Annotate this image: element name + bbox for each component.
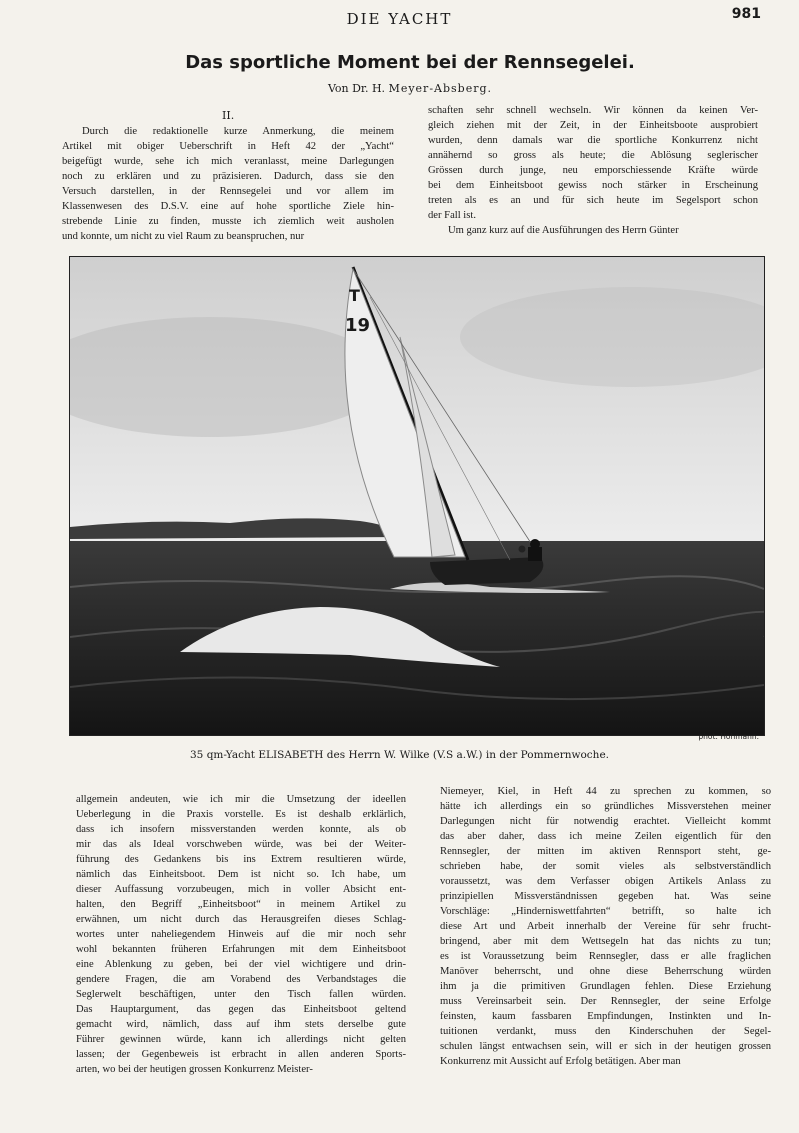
text-line: der Fall ist. bbox=[428, 210, 476, 221]
text-line: dieser Auffassung vorzubeugen, mich in voller Absicht ent- bbox=[76, 884, 406, 895]
text-line: das aber daher, dass ich meine Zeilen eigentlich für den bbox=[440, 831, 771, 842]
text-line: Ueberlegung in die Praxis vorstelle. Es ist deshalb erklärlich, bbox=[76, 809, 406, 820]
text-line: Darlegungen nicht für notwendig erachtet. Vielleicht kommt bbox=[440, 816, 771, 827]
text-line: schrieben habe, der somit vieles als selbstverständlich bbox=[440, 861, 771, 872]
text-line: noch zu erklären und zu präzisieren. Dadurch, dass sie den bbox=[62, 171, 394, 182]
text-line: Vorschläge: „Hinderniswettfahrten“ betrifft, so halte ich bbox=[440, 906, 771, 917]
text-line: bei dem Einheitsboot gewiss noch stärker in Erscheinung bbox=[428, 180, 758, 191]
text-line: Versuch darstellen, in der Rennsegelei und vor allem im bbox=[62, 186, 394, 197]
text-line: voraussetzt, was dem Verfasser obigen Artikels Anlass zu bbox=[440, 876, 771, 887]
text-line: Manöver beherrscht, und ohne diese Beherrschung würden bbox=[440, 966, 771, 977]
text-line: Niemeyer, Kiel, in Heft 44 zu sprechen zu kommen, so bbox=[440, 786, 771, 797]
column-top-left bbox=[62, 124, 394, 244]
yacht-photograph bbox=[69, 256, 765, 736]
text-line: arten, wo bei der heutigen grossen Konkurrenz Meister- bbox=[76, 1064, 313, 1075]
text-line: Um ganz kurz auf die Ausführungen des Herrn Günter bbox=[448, 225, 679, 236]
text-line: lassen; der Gegenbeweis ist erbracht in allen anderen Sports- bbox=[76, 1049, 406, 1060]
text-line: tuitionen verdankt, muss den Kinderschuhen der Segel- bbox=[440, 1026, 771, 1037]
text-line: Klassenwesen des D.S.V. eine auf hohe sportliche Ziele hin- bbox=[62, 201, 394, 212]
text-line: Seglerwelt beschäftigen, unter den Tisch fallen würden. bbox=[76, 989, 406, 1000]
text-line: wortes unter naheliegendem Hinweis auf die mir noch sehr bbox=[76, 929, 406, 940]
text-line: es ist Voraussetzung beim Rennsegler, dass er alle fraglichen bbox=[440, 951, 771, 962]
text-line: annähernd so gross als heute; die Ablösung seglerischer bbox=[428, 150, 758, 161]
text-line: Durch die redaktionelle kurze Anmerkung, die meinem bbox=[82, 126, 394, 137]
text-line: Das Hauptargument, das gegen das Einheitsboot geltend bbox=[76, 1004, 406, 1015]
column-bottom-right bbox=[440, 784, 771, 1069]
text-line: schaften sehr schnell wechseln. Wir können da keinen Ver- bbox=[428, 105, 758, 116]
text-line: gendere Fragen, die am Vorabend des Verbandstages die bbox=[76, 974, 406, 985]
text-line: gemacht wird, nämlich, dass auf ihm stets derselbe gute bbox=[76, 1019, 406, 1030]
photo-caption: 35 qm-Yacht ELISABETH des Herrn W. Wilke (V.S a.W.) in der Pommernwoche. bbox=[190, 749, 609, 761]
column-top-right bbox=[428, 103, 758, 238]
text-line: und konnte, um nicht zu viel Raum zu beanspruchen, nur bbox=[62, 231, 305, 242]
text-line: wurden, denn damals war die sportliche Konkurrenz nicht bbox=[428, 135, 758, 146]
text-line: Artikel mit obiger Ueberschrift in Heft 42 der „Yacht“ bbox=[62, 141, 394, 152]
text-line: nämlich das Einheitsboot. Dem ist nicht so. Ich habe, um bbox=[76, 869, 406, 880]
text-line: Konkurrenz mit Aussicht auf Erfolg betätigen. Aber man bbox=[440, 1056, 681, 1067]
text-line: hätte ich allerdings ein so gründliches Missverstehen meiner bbox=[440, 801, 771, 812]
text-line: wohl bekannten früheren Erfahrungen mit dem Einheitsboot bbox=[76, 944, 406, 955]
text-line: Rennsegler, der mitten im aktiven Rennsport steht, ge- bbox=[440, 846, 771, 857]
running-head: DIE YACHT bbox=[346, 10, 453, 28]
text-line: feinsten, kaum fassbaren Empfindungen, Instinkten und In- bbox=[440, 1011, 771, 1022]
byline-author: Meyer-Absberg. bbox=[388, 82, 493, 95]
text-line: prinzipiellen Missverständnissen gegeben hat. Was seine bbox=[440, 891, 771, 902]
page-number: 981 bbox=[731, 6, 761, 22]
text-line: strebende Linie zu finden, musste ich ziemlich weit ausholen bbox=[62, 216, 394, 227]
text-line: bringend, aber mit dem Wettsegeln hat das nichts zu tun; bbox=[440, 936, 771, 947]
text-line: Führer gewinnen würde, kann ich allerdings nicht gelten bbox=[76, 1034, 406, 1045]
photo-credit: phot. Hohmann. bbox=[698, 732, 759, 741]
text-line: Grössen durch junge, neu emporschiessende Kräfte würde bbox=[428, 165, 758, 176]
text-line: diese Art und Arbeit innerhalb der Vereine für sehr frucht- bbox=[440, 921, 771, 932]
text-line: allgemein andeuten, wie ich mir die Umsetzung der ideellen bbox=[76, 794, 406, 805]
byline-prefix: Von Dr. H. bbox=[327, 82, 386, 95]
text-line: erwähnen, um nicht durch das Herausgreifen dieses Schlag- bbox=[76, 914, 406, 925]
sail-number-letter: T bbox=[349, 286, 360, 305]
text-line: ihm ja die primitiven Grundlagen fehlen. Diese Erziehung bbox=[440, 981, 771, 992]
text-line: schulen längst entwachsen sein, will er sich in der heutigen grossen bbox=[440, 1041, 771, 1052]
text-line: muss Vereinsarbeit sein. Der Rennsegler, der seine Erfolge bbox=[440, 996, 771, 1007]
text-line: gleich ziehen mit der Zeit, in der Einheitsboote ausprobiert bbox=[428, 120, 758, 131]
text-line: beigefügt wurde, sehe ich mich veranlasst, meine Darlegungen bbox=[62, 156, 394, 167]
sail-number: 19 bbox=[345, 315, 371, 336]
text-line: eine Ablenkung zu geben, bei der viel wichtigere und drin- bbox=[76, 959, 406, 970]
text-line: mir das als Ideal vorschweben würde, was bei der Weiter- bbox=[76, 839, 406, 850]
column-bottom-left bbox=[76, 792, 406, 1077]
text-line: führung des Gedankens bis ins Extrem resultieren würde, bbox=[76, 854, 406, 865]
text-line: treten als es an und für sich heute im Segelsport schon bbox=[428, 195, 758, 206]
article-title: Das sportliche Moment bei der Rennsegelei. bbox=[185, 52, 635, 73]
text-line: halten, den Begriff „Einheitsboot“ in meinem Artikel zu bbox=[76, 899, 406, 910]
byline bbox=[0, 82, 799, 95]
text-line: dass ich insofern missverstanden werden konnte, als ob bbox=[76, 824, 406, 835]
section-number: II. bbox=[222, 109, 235, 122]
